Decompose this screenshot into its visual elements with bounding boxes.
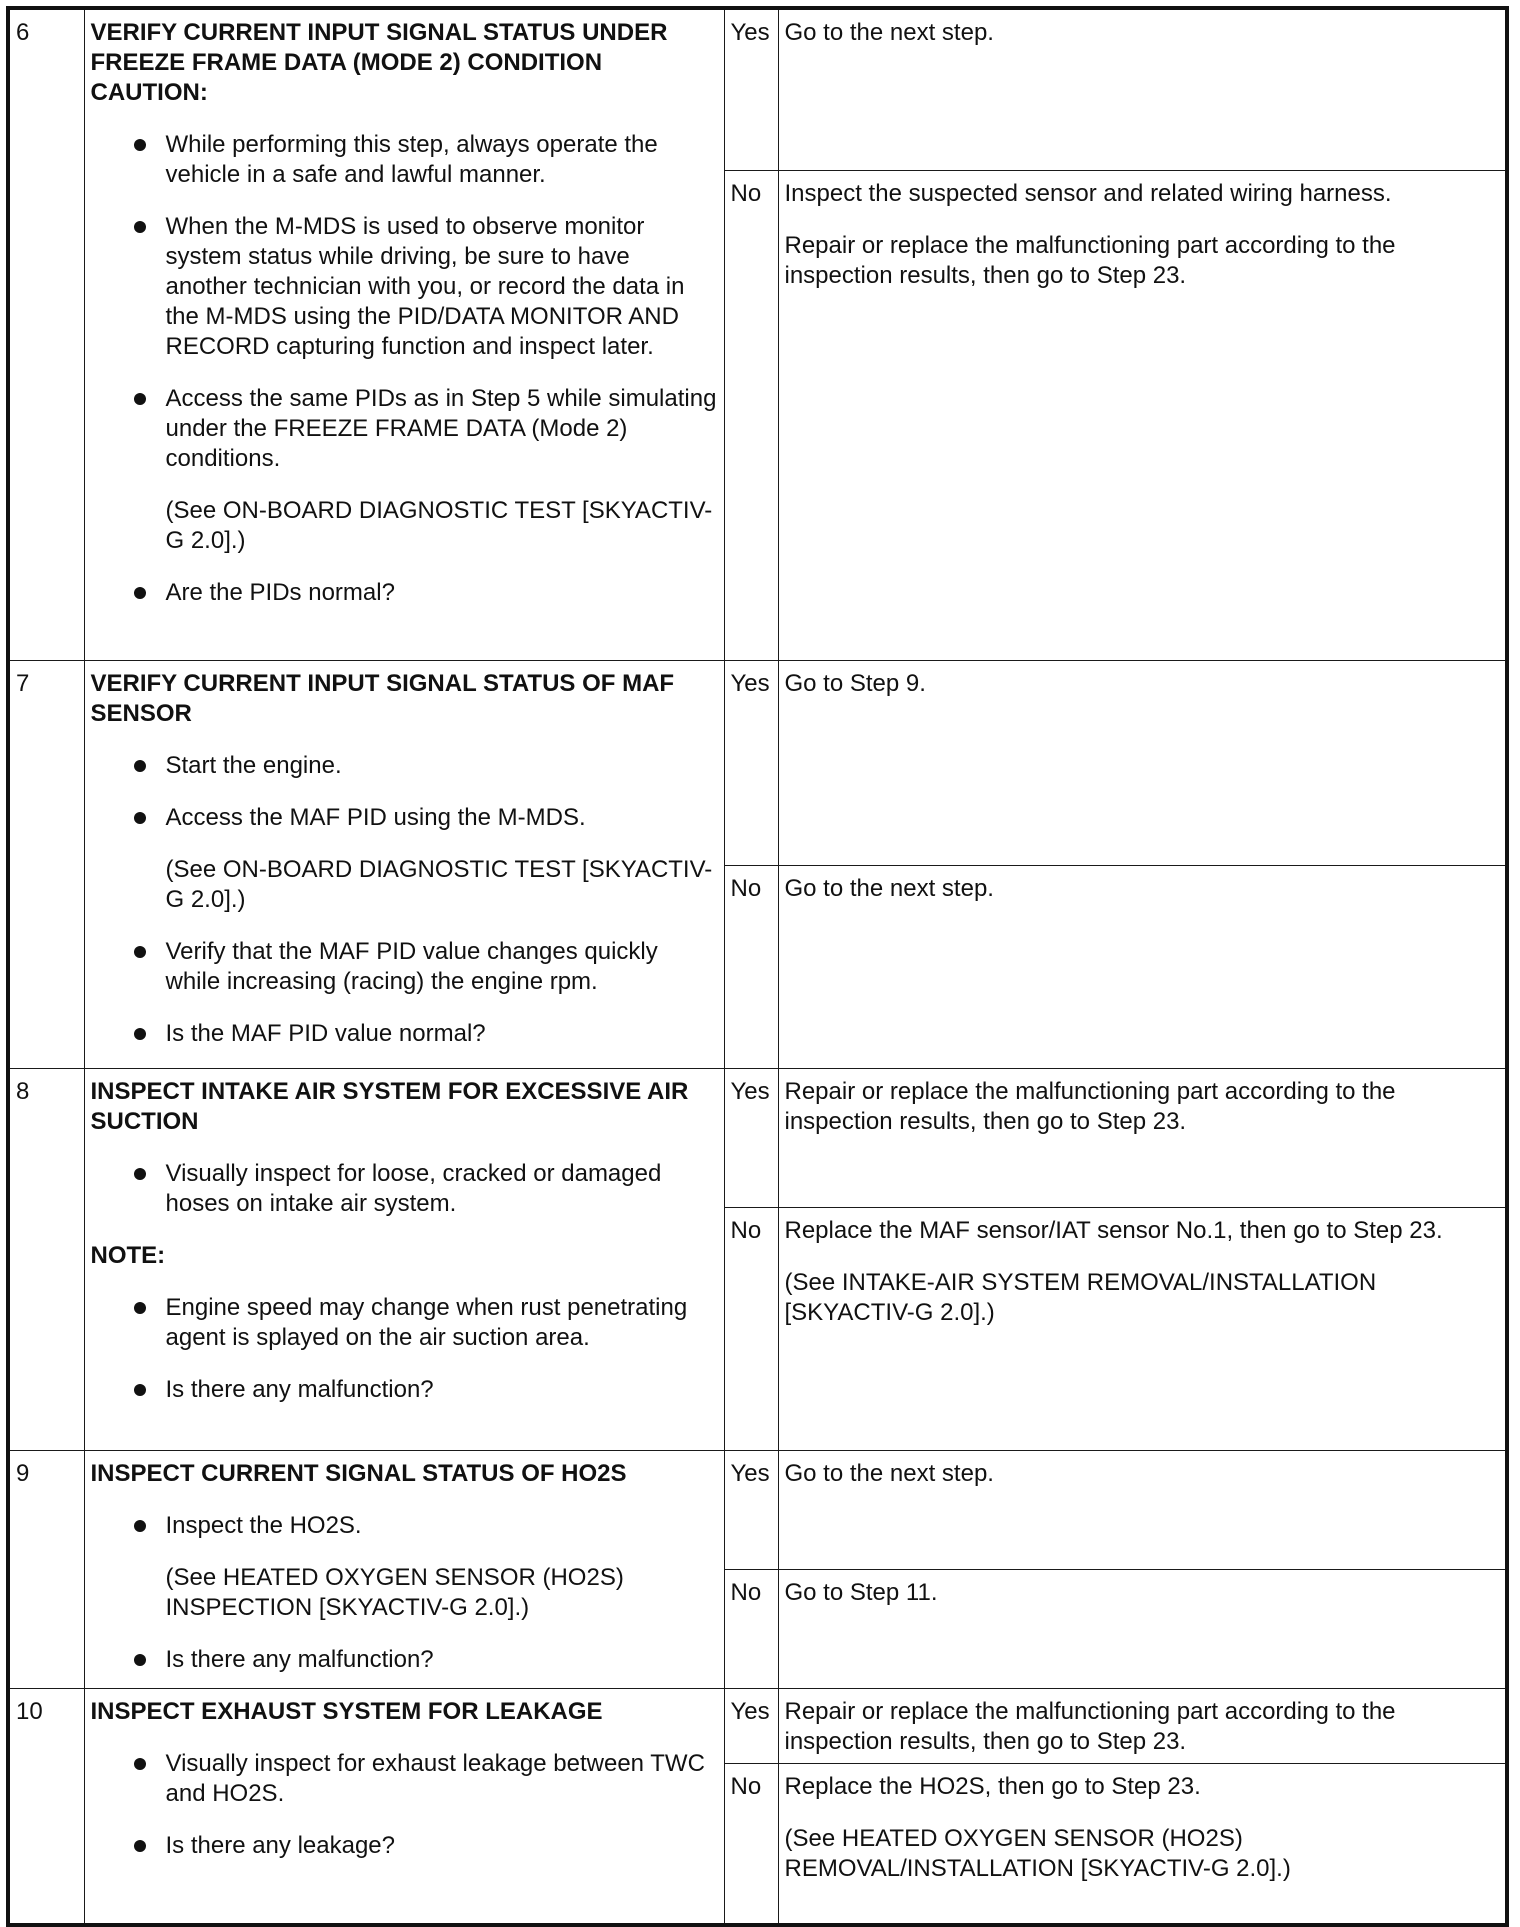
step-row-6-yes xyxy=(8,8,1507,170)
bullet-item xyxy=(91,384,718,474)
bullet-text: Are the PIDs normal? xyxy=(165,579,395,606)
step-bullets xyxy=(91,751,718,1049)
bullet-item xyxy=(91,1293,718,1353)
bullet-item xyxy=(91,1645,718,1675)
bullet-item xyxy=(91,1511,718,1541)
yes-detail xyxy=(778,8,1507,170)
step-number: 10 xyxy=(8,1688,84,1925)
bullet-item xyxy=(91,1019,718,1049)
yes-label: Yes xyxy=(724,1688,778,1763)
bullet-dot-icon xyxy=(134,587,146,599)
no-detail-text: Go to the next step. xyxy=(784,874,994,902)
yes-detail xyxy=(778,1068,1507,1207)
bullet-text: Is there any malfunction? xyxy=(165,1645,434,1673)
bullet-dot-icon xyxy=(134,393,146,405)
bullet-text: Verify that the MAF PID value changes quickly while increasing (racing) the engine rpm. xyxy=(165,937,658,995)
bullet-item xyxy=(91,751,718,781)
step-action-cell xyxy=(84,1068,724,1450)
no-detail-text: (See HEATED OXYGEN SENSOR (HO2S) REMOVAL/INSTALLATION [SKYACTIV-G 2.0].) xyxy=(784,1824,1291,1882)
bullet-text: Access the MAF PID using the M-MDS. xyxy=(165,803,586,831)
bullet-dot-icon xyxy=(134,812,146,824)
bullet-dot-icon xyxy=(134,1302,146,1314)
no-detail-text: Repair or replace the malfunctioning part according to the inspection results, then go to Step 23. xyxy=(784,231,1396,289)
bullet-dot-icon xyxy=(134,1168,146,1180)
step-bullets xyxy=(91,1159,718,1219)
step-row-9-yes xyxy=(8,1450,1507,1569)
step-action-cell xyxy=(84,8,724,660)
step-row-7-yes xyxy=(8,660,1507,865)
yes-detail xyxy=(778,660,1507,865)
step-action-cell xyxy=(84,1450,724,1688)
bullet-text: Inspect the HO2S. xyxy=(165,1511,362,1539)
no-label: No xyxy=(724,170,778,660)
no-detail-text: Replace the MAF sensor/IAT sensor No.1, then go to Step 23. xyxy=(784,1216,1443,1244)
diagnostic-procedure-table-wrapper xyxy=(6,6,1505,1927)
bullet-item xyxy=(91,1375,718,1405)
bullet-dot-icon xyxy=(134,221,146,233)
no-label: No xyxy=(724,865,778,1068)
step-number: 8 xyxy=(8,1068,84,1450)
bullet-text: Is the MAF PID value normal? xyxy=(165,1019,486,1047)
step-title: INSPECT INTAKE AIR SYSTEM FOR EXCESSIVE AIR SUCTION xyxy=(90,1077,689,1135)
bullet-text: Start the engine. xyxy=(165,751,342,779)
yes-label: Yes xyxy=(724,660,778,865)
bullet-item xyxy=(91,212,718,362)
bullet-text: Is there any leakage? xyxy=(165,1831,395,1859)
bullet-dot-icon xyxy=(134,1520,146,1532)
bullet-text: Access the same PIDs as in Step 5 while simulating under the FREEZE FRAME DATA (Mode 2) conditions. xyxy=(165,385,717,472)
step-number: 9 xyxy=(8,1450,84,1688)
reference-item xyxy=(91,496,718,556)
bullet-dot-icon xyxy=(134,1028,146,1040)
yes-detail-text: Repair or replace the malfunctioning part according to the inspection results, then go to Step 23. xyxy=(784,1077,1396,1135)
step-number: 6 xyxy=(8,8,84,660)
step-row-8-yes xyxy=(8,1068,1507,1207)
bullet-item xyxy=(91,937,718,997)
bullet-text: Is there any malfunction? xyxy=(165,1375,434,1403)
bullet-item xyxy=(91,803,718,833)
bullet-text: Engine speed may change when rust penetrating agent is splayed on the air suction area. xyxy=(165,1293,688,1351)
bullet-dot-icon xyxy=(134,946,146,958)
step-title: INSPECT CURRENT SIGNAL STATUS OF HO2S xyxy=(90,1459,627,1487)
bullet-item xyxy=(91,130,718,190)
no-detail xyxy=(778,865,1507,1068)
bullet-item xyxy=(91,1159,718,1219)
yes-label: Yes xyxy=(724,8,778,170)
step-bullets xyxy=(91,130,718,608)
no-label: No xyxy=(724,1763,778,1925)
step-number: 7 xyxy=(8,660,84,1068)
step-bullets xyxy=(91,1511,718,1675)
bullet-dot-icon xyxy=(134,1384,146,1396)
yes-detail xyxy=(778,1688,1507,1763)
yes-detail-text: Go to the next step. xyxy=(784,19,994,46)
note-label: NOTE: xyxy=(90,1241,166,1269)
bullet-item xyxy=(91,578,718,608)
yes-label: Yes xyxy=(724,1068,778,1207)
bullet-dot-icon xyxy=(134,1654,146,1666)
yes-detail-text: Go to the next step. xyxy=(784,1459,994,1487)
bullet-text: Visually inspect for exhaust leakage between TWC and HO2S. xyxy=(165,1749,705,1807)
bullet-dot-icon xyxy=(134,1840,146,1852)
no-detail xyxy=(778,1207,1507,1450)
yes-label: Yes xyxy=(724,1450,778,1569)
step-row-10-yes xyxy=(8,1688,1507,1763)
note-bullets xyxy=(91,1293,718,1405)
bullet-text: While performing this step, always operate the vehicle in a safe and lawful manner. xyxy=(165,131,658,188)
yes-detail xyxy=(778,1450,1507,1569)
no-detail-text: Go to Step 11. xyxy=(784,1578,938,1606)
diagnostic-procedure-table xyxy=(6,6,1509,1927)
bullet-item xyxy=(91,1831,718,1861)
bullet-item xyxy=(91,1749,718,1809)
no-label: No xyxy=(724,1207,778,1450)
reference-item xyxy=(91,855,718,915)
no-detail xyxy=(778,1569,1507,1688)
step-bullets xyxy=(91,1749,718,1861)
reference-text: (See HEATED OXYGEN SENSOR (HO2S) INSPECTION [SKYACTIV-G 2.0].) xyxy=(165,1563,624,1621)
bullet-text: Visually inspect for loose, cracked or damaged hoses on intake air system. xyxy=(165,1159,662,1217)
no-detail-text: Inspect the suspected sensor and related wiring harness. xyxy=(784,179,1392,207)
reference-item xyxy=(91,1563,718,1623)
bullet-dot-icon xyxy=(134,760,146,772)
no-detail xyxy=(778,170,1507,660)
step-title: INSPECT EXHAUST SYSTEM FOR LEAKAGE xyxy=(90,1697,603,1725)
step-action-cell xyxy=(84,1688,724,1925)
no-detail-text: Replace the HO2S, then go to Step 23. xyxy=(784,1772,1201,1800)
bullet-text: When the M-MDS is used to observe monitor system status while driving, be sure to have another technician with you, or record the data in the M-MDS using the PID/DATA MONITOR AND RECORD capturing function and inspect later. xyxy=(165,213,685,360)
step-title: VERIFY CURRENT INPUT SIGNAL STATUS OF MAF SENSOR xyxy=(90,669,675,727)
bullet-dot-icon xyxy=(134,1758,146,1770)
yes-detail-text: Repair or replace the malfunctioning part according to the inspection results, then go to Step 23. xyxy=(784,1697,1396,1755)
no-detail xyxy=(778,1763,1507,1925)
no-detail-text: (See INTAKE-AIR SYSTEM REMOVAL/INSTALLATION [SKYACTIV-G 2.0].) xyxy=(784,1268,1377,1326)
step-title: VERIFY CURRENT INPUT SIGNAL STATUS UNDER FREEZE FRAME DATA (MODE 2) CONDITION xyxy=(90,19,668,76)
yes-detail-text: Go to Step 9. xyxy=(784,669,926,697)
no-label: No xyxy=(724,1569,778,1688)
reference-text: (See ON-BOARD DIAGNOSTIC TEST [SKYACTIV-G 2.0].) xyxy=(165,855,713,913)
caution-label: CAUTION: xyxy=(90,79,208,106)
reference-text: (See ON-BOARD DIAGNOSTIC TEST [SKYACTIV-G 2.0].) xyxy=(165,497,713,554)
bullet-dot-icon xyxy=(134,139,146,151)
step-action-cell xyxy=(84,660,724,1068)
